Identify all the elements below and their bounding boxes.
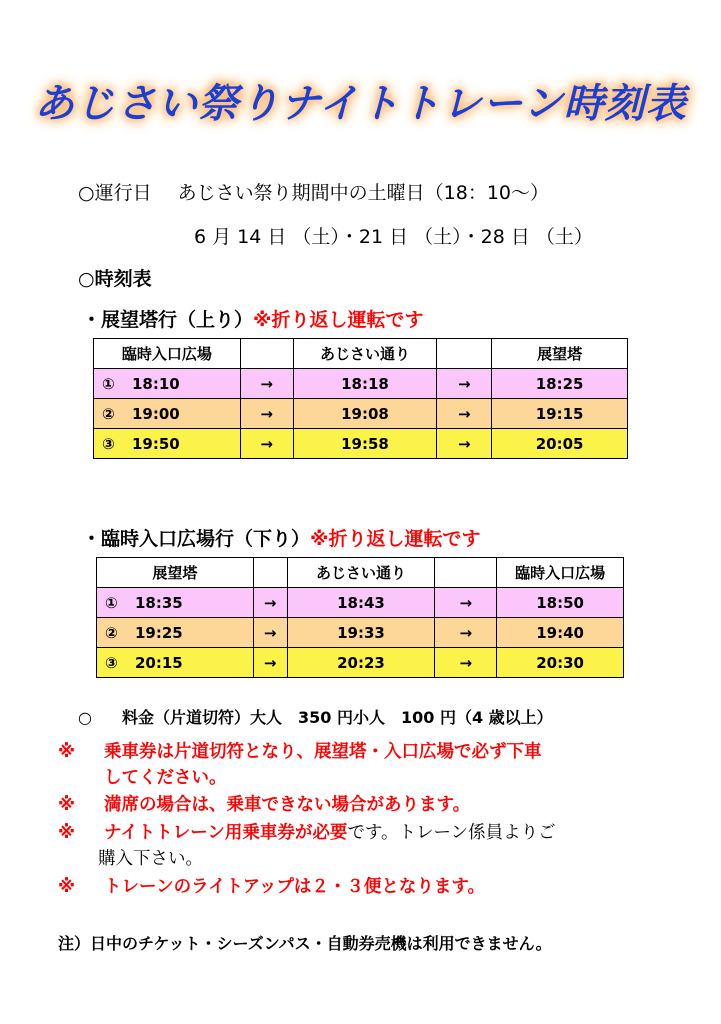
footnote: 注）日中のチケット・シーズンパス・自動券売機は利用できません。 [58, 934, 552, 953]
note-mark: ※ [58, 742, 76, 762]
departure-cell [97, 588, 254, 618]
note-text: 乗車券は片道切符となり、展望塔・入口広場で必ず下車 [104, 742, 542, 762]
departure-cell [94, 429, 241, 459]
table-row [94, 369, 628, 399]
arrow-cell: → [253, 618, 287, 648]
table-row [97, 618, 624, 648]
note-text-emphasis: ナイトトレーン用乗車券が必要 [104, 823, 348, 843]
time-cell: 19:15 [492, 399, 628, 429]
time-cell: 19:33 [287, 618, 435, 648]
time-cell: 20:05 [492, 429, 628, 459]
note-mark: ※ [58, 877, 76, 897]
header-cell: 臨時入口広場 [497, 558, 624, 588]
up-timetable [93, 338, 628, 459]
time: 20:15 [135, 653, 183, 672]
time-cell: 20:23 [287, 648, 435, 678]
up-heading: ・展望塔行（上り） [82, 309, 254, 331]
header-cell [437, 339, 492, 369]
table-row [94, 399, 628, 429]
departure-cell [94, 369, 241, 399]
arrow-cell: → [437, 429, 492, 459]
table-row [97, 588, 624, 618]
header-cell: 臨時入口広場 [94, 339, 241, 369]
header-cell [253, 558, 287, 588]
page-title: あじさい祭りナイトトレーン時刻表 [34, 81, 687, 127]
fare-line [78, 705, 553, 728]
operation-label: ○運行日 [78, 182, 152, 204]
arrow-cell: → [435, 618, 497, 648]
trip-number: ③ [105, 653, 118, 672]
timetable-heading: ○時刻表 [78, 268, 152, 290]
operation-dates: 6 月 14 日 （土）・21 日 （土）・28 日 （土） [194, 226, 593, 248]
fare-text: 料金（片道切符）大人 350 円小人 100 円（4 歳以上） [122, 708, 553, 727]
trip-number: ② [102, 404, 115, 423]
down-heading: ・臨時入口広場行（下り） [82, 528, 311, 550]
arrow-cell: → [435, 588, 497, 618]
note-2 [58, 791, 470, 816]
header-cell: 展望塔 [97, 558, 254, 588]
time: 19:00 [132, 404, 180, 423]
note-text: トレーンのライトアップは２・３便となります。 [104, 877, 485, 897]
header-cell: あじさい通り [293, 339, 437, 369]
header-cell [435, 558, 497, 588]
time: 19:50 [132, 434, 180, 453]
trip-number: ① [105, 593, 118, 612]
arrow-cell: → [253, 588, 287, 618]
time: 18:35 [135, 593, 183, 612]
arrow-cell: → [437, 399, 492, 429]
departure-cell [97, 618, 254, 648]
up-heading-note: ※折り返し運転です [253, 309, 424, 331]
arrow-cell: → [435, 648, 497, 678]
time-cell: 18:18 [293, 369, 437, 399]
departure-cell [97, 648, 254, 678]
down-timetable [96, 557, 624, 678]
note-3-continued: 購入下さい。 [98, 849, 203, 869]
time-cell: 18:25 [492, 369, 628, 399]
trip-number: ③ [102, 434, 115, 453]
table-header-row [97, 558, 624, 588]
time-cell: 19:58 [293, 429, 437, 459]
up-heading-line [82, 305, 424, 332]
time-cell: 18:50 [497, 588, 624, 618]
note-3 [58, 819, 556, 844]
time: 19:25 [135, 623, 183, 642]
operation-period: あじさい祭り期間中の土曜日（18：10～） [177, 182, 549, 204]
note-4 [58, 873, 485, 898]
operation-day-line [78, 178, 549, 205]
note-mark: ※ [58, 795, 76, 815]
down-heading-line [82, 524, 481, 551]
trip-number: ① [102, 374, 115, 393]
time: 18:10 [132, 374, 180, 393]
time-cell: 20:30 [497, 648, 624, 678]
arrow-cell: → [437, 369, 492, 399]
down-heading-note: ※折り返し運転です [310, 528, 481, 550]
time-cell: 18:43 [287, 588, 435, 618]
arrow-cell: → [240, 429, 293, 459]
header-cell [240, 339, 293, 369]
departure-cell [94, 399, 241, 429]
header-cell: 展望塔 [492, 339, 628, 369]
table-header-row [94, 339, 628, 369]
arrow-cell: → [253, 648, 287, 678]
time-cell: 19:08 [293, 399, 437, 429]
note-mark: ※ [58, 823, 76, 843]
trip-number: ② [105, 623, 118, 642]
time-cell: 19:40 [497, 618, 624, 648]
note-text: 満席の場合は、乗車できない場合があります。 [104, 795, 471, 815]
table-row [94, 429, 628, 459]
fare-mark: ○ [78, 708, 92, 727]
header-cell: あじさい通り [287, 558, 435, 588]
table-row [97, 648, 624, 678]
note-1-continued: してください。 [104, 768, 227, 788]
arrow-cell: → [240, 369, 293, 399]
arrow-cell: → [240, 399, 293, 429]
note-1 [58, 738, 542, 763]
note-text: です。トレーン係員よりご [347, 823, 556, 843]
